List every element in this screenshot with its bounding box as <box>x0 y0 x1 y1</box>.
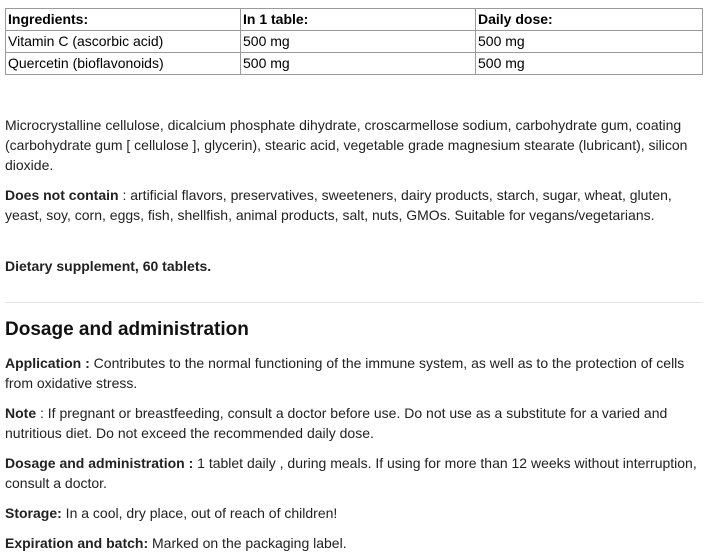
section-heading: Dosage and administration <box>5 319 249 340</box>
table-row <box>6 31 703 53</box>
ingredient-per-tablet: 500 mg <box>241 53 476 75</box>
table-row <box>6 53 703 75</box>
header-daily-dose: Daily dose: <box>476 9 703 31</box>
does-not-contain-text: : artificial flavors, preservatives, sweeteners, dairy products, starch, sugar, wheat, gluten, yeast, soy, corn, eggs, fish, shellfish, animal products, salt, nuts, GMOs. Suitable for vegans/vegetarians. <box>5 187 672 223</box>
item-text: : If pregnant or breastfeeding, consult a doctor before use. Do not use as a substitute for a varied and nutritious diet. Do not exceed the recommended daily dose. <box>5 405 668 441</box>
application-item <box>5 353 703 393</box>
dosage-section <box>5 319 703 553</box>
ingredients-table <box>5 8 703 75</box>
does-not-contain <box>5 185 703 225</box>
product-description <box>5 8 703 553</box>
header-ingredients: Ingredients: <box>6 9 241 31</box>
does-not-contain-label: Does not contain <box>5 187 119 203</box>
expiration-item <box>5 533 703 553</box>
ingredient-name: Quercetin (bioflavonoids) <box>6 53 241 75</box>
item-text: In a cool, dry place, out of reach of children! <box>61 505 338 521</box>
item-label: Dosage and administration : <box>5 455 194 471</box>
dosage-item <box>5 453 703 493</box>
item-text: Marked on the packaging label. <box>148 535 347 551</box>
item-label: Expiration and batch: <box>5 535 149 551</box>
ingredient-daily-dose: 500 mg <box>476 31 703 53</box>
item-text: 1 tablet daily , during meals. If using for more than 12 weeks without interruption, consult a doctor. <box>5 455 697 491</box>
item-label: Note <box>5 405 37 421</box>
supplement-line: Dietary supplement, 60 tablets. <box>5 258 212 274</box>
item-text: Contributes to the normal functioning of the immune system, as well as to the protection of cells from oxidative stress. <box>5 355 685 391</box>
ingredient-name: Vitamin C (ascorbic acid) <box>6 31 241 53</box>
composition-text: Microcrystalline cellulose, dicalcium phosphate dihydrate, croscarmellose sodium, carbohydrate gum, coating (carbohydrate gum [ cellulose ], glycerin), stearic acid, vegetable grade magnesium stearate (lubricant), silicon dioxide. <box>5 117 688 173</box>
ingredient-daily-dose: 500 mg <box>476 53 703 75</box>
section-divider <box>5 302 703 303</box>
item-label: Storage: <box>5 505 62 521</box>
header-per-tablet: In 1 table: <box>241 9 476 31</box>
table-header-row <box>6 9 703 31</box>
item-label: Application : <box>5 355 90 371</box>
note-item <box>5 403 703 443</box>
ingredient-per-tablet: 500 mg <box>241 31 476 53</box>
storage-item <box>5 503 703 523</box>
